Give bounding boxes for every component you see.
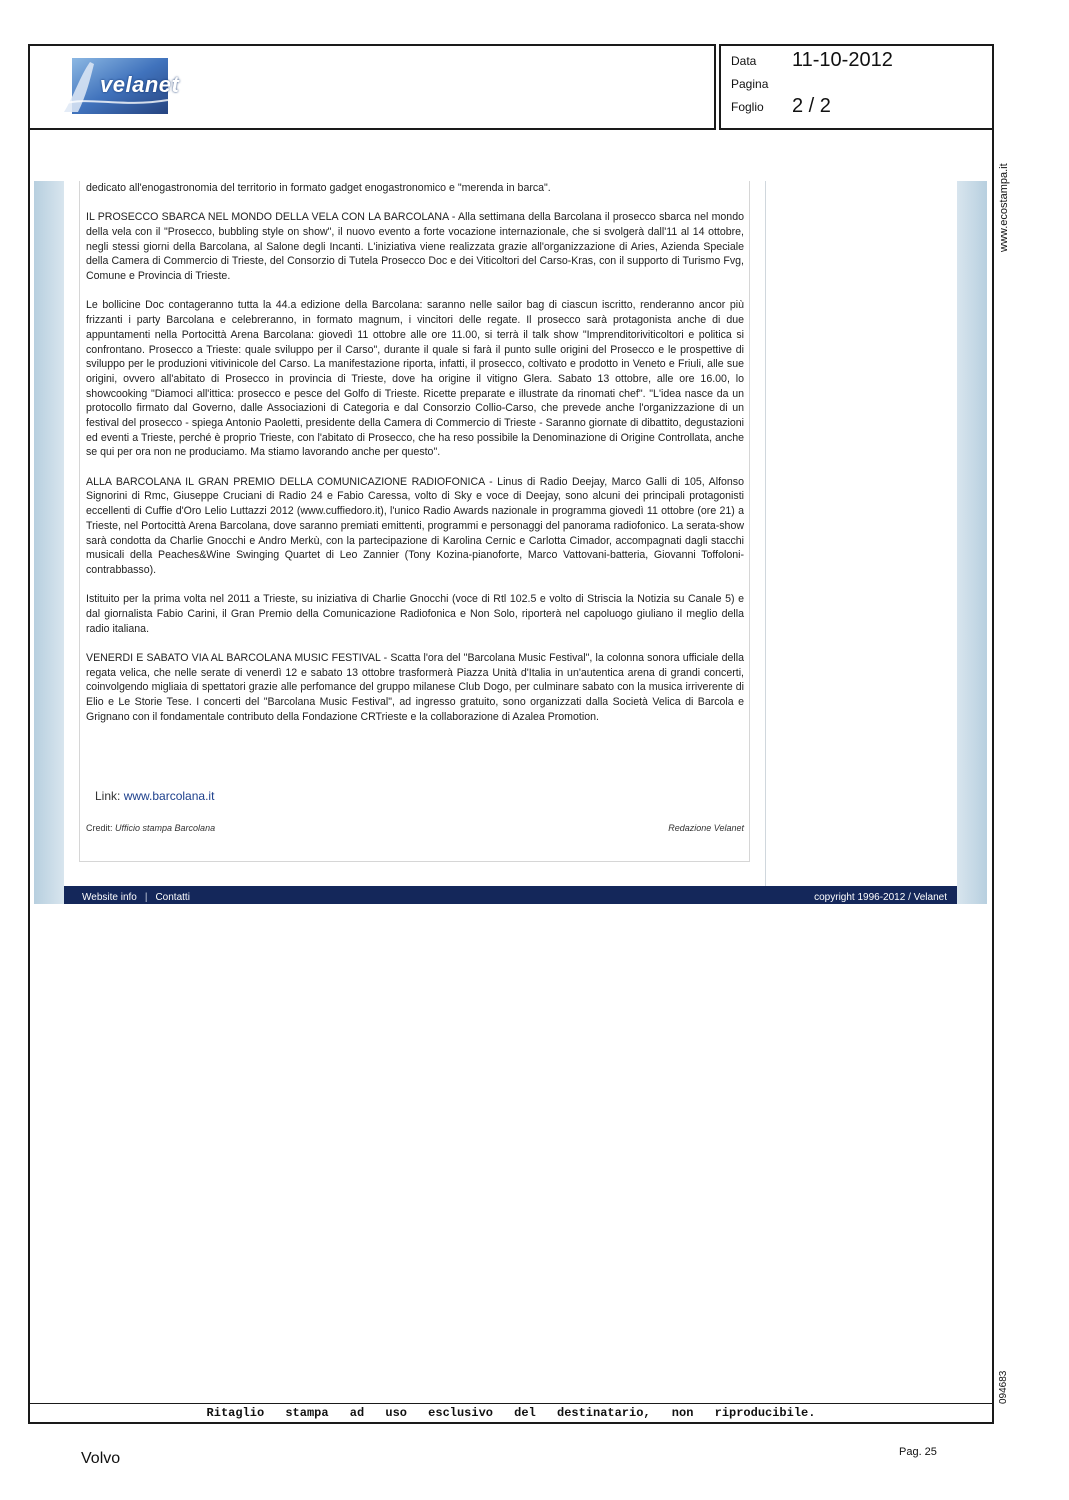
link-label: Link: [95, 789, 121, 803]
website-info-link[interactable]: Website info [82, 892, 137, 903]
footer-source: Volvo [81, 1450, 121, 1467]
paragraph: IL PROSECCO SBARCA NEL MONDO DELLA VELA CON LA BARCOLANA - Alla settimana della Barcolana il prosecco sbarca nel mondo della vela con il "Prosecco, bubbling style on show", il nuovo evento a forte vocazione internazionale, che si svolgerà dall'11 al 14 ottobre, negli stessi giorni della Barcolana, al Salone degli Incanti. L'iniziativa viene realizzata grazie all'organizzazione di Aries, Azienda Speciale della Camera di Commercio di Trieste, del Consorzio di Tutela Prosecco Doc e dei Viticoltori del Carso-Kras, con il supporto di Turismo Fvg, Comune e Provincia di Trieste. [86, 211, 744, 283]
sidebar-divider [765, 181, 766, 886]
article-body [86, 181, 744, 739]
clip-note-divider [30, 1403, 992, 1404]
paragraph: dedicato all'enogastronomia del territorio in formato gadget enogastronomico e "merenda in barca". [86, 182, 551, 194]
pagina-label: Pagina [731, 77, 769, 91]
clip-note: Ritaglio stampa ad uso esclusivo del destinatario, non riproducibile. [206, 1406, 816, 1420]
credit-value: Ufficio stampa Barcolana [115, 823, 216, 833]
paragraph: Istituito per la prima volta nel 2011 a Trieste, su iniziativa di Charlie Gnocchi (voce di Rtl 102.5 e volto di Striscia la Notizia su Canale 5) e dal giornalista Fabio Carini, il Gran Premio della Comunicazione Radiofonica e Non Solo, riporterà nel capoluogo giuliano il meglio della radio italiana. [86, 593, 744, 635]
footer-separator: | [144, 892, 148, 903]
website-footer-bar [64, 886, 957, 904]
foglio-value: 2 / 2 [792, 95, 831, 117]
foglio-label: Foglio [731, 100, 764, 114]
barcolana-link[interactable]: www.barcolana.it [123, 789, 215, 803]
footer-page-number: Pag. 25 [899, 1446, 937, 1458]
contatti-link[interactable]: Contatti [155, 892, 190, 903]
credit-line [86, 823, 215, 833]
redazione-label: Redazione Velanet [668, 823, 744, 833]
side-code: 094683 [998, 1370, 1009, 1404]
website-right-shade [957, 181, 987, 904]
logo-wordmark: velanet [100, 72, 180, 97]
paragraph: ALLA BARCOLANA IL GRAN PREMIO DELLA COMUNICAZIONE RADIOFONICA - Linus di Radio Deejay, Marco Galli di 105, Alfonso Signorini di Rmc, Giuseppe Cruciani di Radio 24 e Fabio Caressa, volto di Sky e voce di Deejay, sono alcuni dei principali protagonisti eccellenti di Cuffie d'Oro Lelio Luttazzi 2012 (www.cuffiedoro.it), l'unico Radio Awards nazionale in programma giovedì 11 ottobre (ore 21) a Trieste, nel Portocittà Arena Barcolana, dove saranno premiati emittenti, programmi e personaggi del panorama radiofonico. La serata-show sarà condotta da Charlie Gnocchi e Andro Merkù, con la partecipazione di Karolina Cernic e Carlotta Cimador, accompagnati dagli stacchi musicali della Peaches&Wine Swinging Quartet di Leo Zannier (Tony Kozina-pianoforte, Marco Vattovani-batteria, Giovanni Toffoloni-contrabbasso). [86, 475, 744, 576]
data-value: 11-10-2012 [792, 49, 893, 71]
website-left-shade [34, 181, 64, 904]
article-link-line [95, 789, 214, 803]
side-url: www.ecostampa.it [998, 163, 1010, 252]
credit-label: Credit: [86, 823, 113, 833]
copyright-text: copyright 1996-2012 / Velanet [814, 892, 947, 903]
paragraph: Le bollicine Doc contageranno tutta la 44.a edizione della Barcolana: saranno nelle sailor bag di ciascun iscritto, renderanno ancor più frizzanti i party Barcolana e celebreranno, in formato magnum, i vincitori delle regate. Il prosecco sarà protagonista anche di due appuntamenti nella Portocittà Arena Barcolana: giovedì 11 ottobre alle ore 11.00, si terrà il talk show "Imprenditoriviticoltori e politica si confrontano. Prosecco a Trieste: quale sviluppo per il Carso", durante il quale si farà il punto sulle origini del Prosecco e le prospettive di sviluppo per le produzioni vitivinicole del Carso. La manifestazione riporta, infatti, il prosecco, coltivato e prodotto in Veneto e Friuli, alle sue origini, ovvero all'abitato di Prosecco in provincia di Trieste, dove ha origine il vitigno Glera. Sabato 13 ottobre, alle ore 16.00, lo showcooking "Diamoci all'ittica: prosecco e pesce del Golfo di Trieste. Ricette preparate e illustrate da rinomati chef". "L'idea nasce da un protocollo firmato dal Governo, dalle Associazioni di Categoria e dal Consorzio Collio-Carso, che prevede anche l'organizzazione di un festival del prosecco - spiega Antonio Paoletti, presidente della Camera di Commercio di Trieste - Saranno giornate di dibattito, degustazioni ed eventi a Trieste, perché è proprio Trieste, con l'abitato di Prosecco, che ha reso possibile la Denominazione di Origine Controllata, anche se qui per ora non ne produciamo. Ma stiamo lavorando anche per questo". [86, 299, 744, 459]
data-label: Data [731, 54, 757, 68]
paragraph: VENERDI E SABATO VIA AL BARCOLANA MUSIC FESTIVAL - Scatta l'ora del "Barcolana Music Festival", la colonna sonora ufficiale della regata velica, che nelle serate di venerdì 12 e sabato 13 ottobre trasformerà Piazza Unità d'Italia in un'autentica arena di grandi concerti, coinvolgendo migliaia di spettatori grazie alle perfomance del gruppo milanese Club Dogo, per culminare sabato con la musica irriverente di Elio e Le Storie Tese. I concerti del "Barcolana Music Festival", ad ingresso gratuito, sono organizzati dalla Società Velica di Barcola e Grignano con il fondamentale contributo della Fondazione CRTrieste e la collaborazione di Azalea Promotion. [86, 651, 744, 723]
